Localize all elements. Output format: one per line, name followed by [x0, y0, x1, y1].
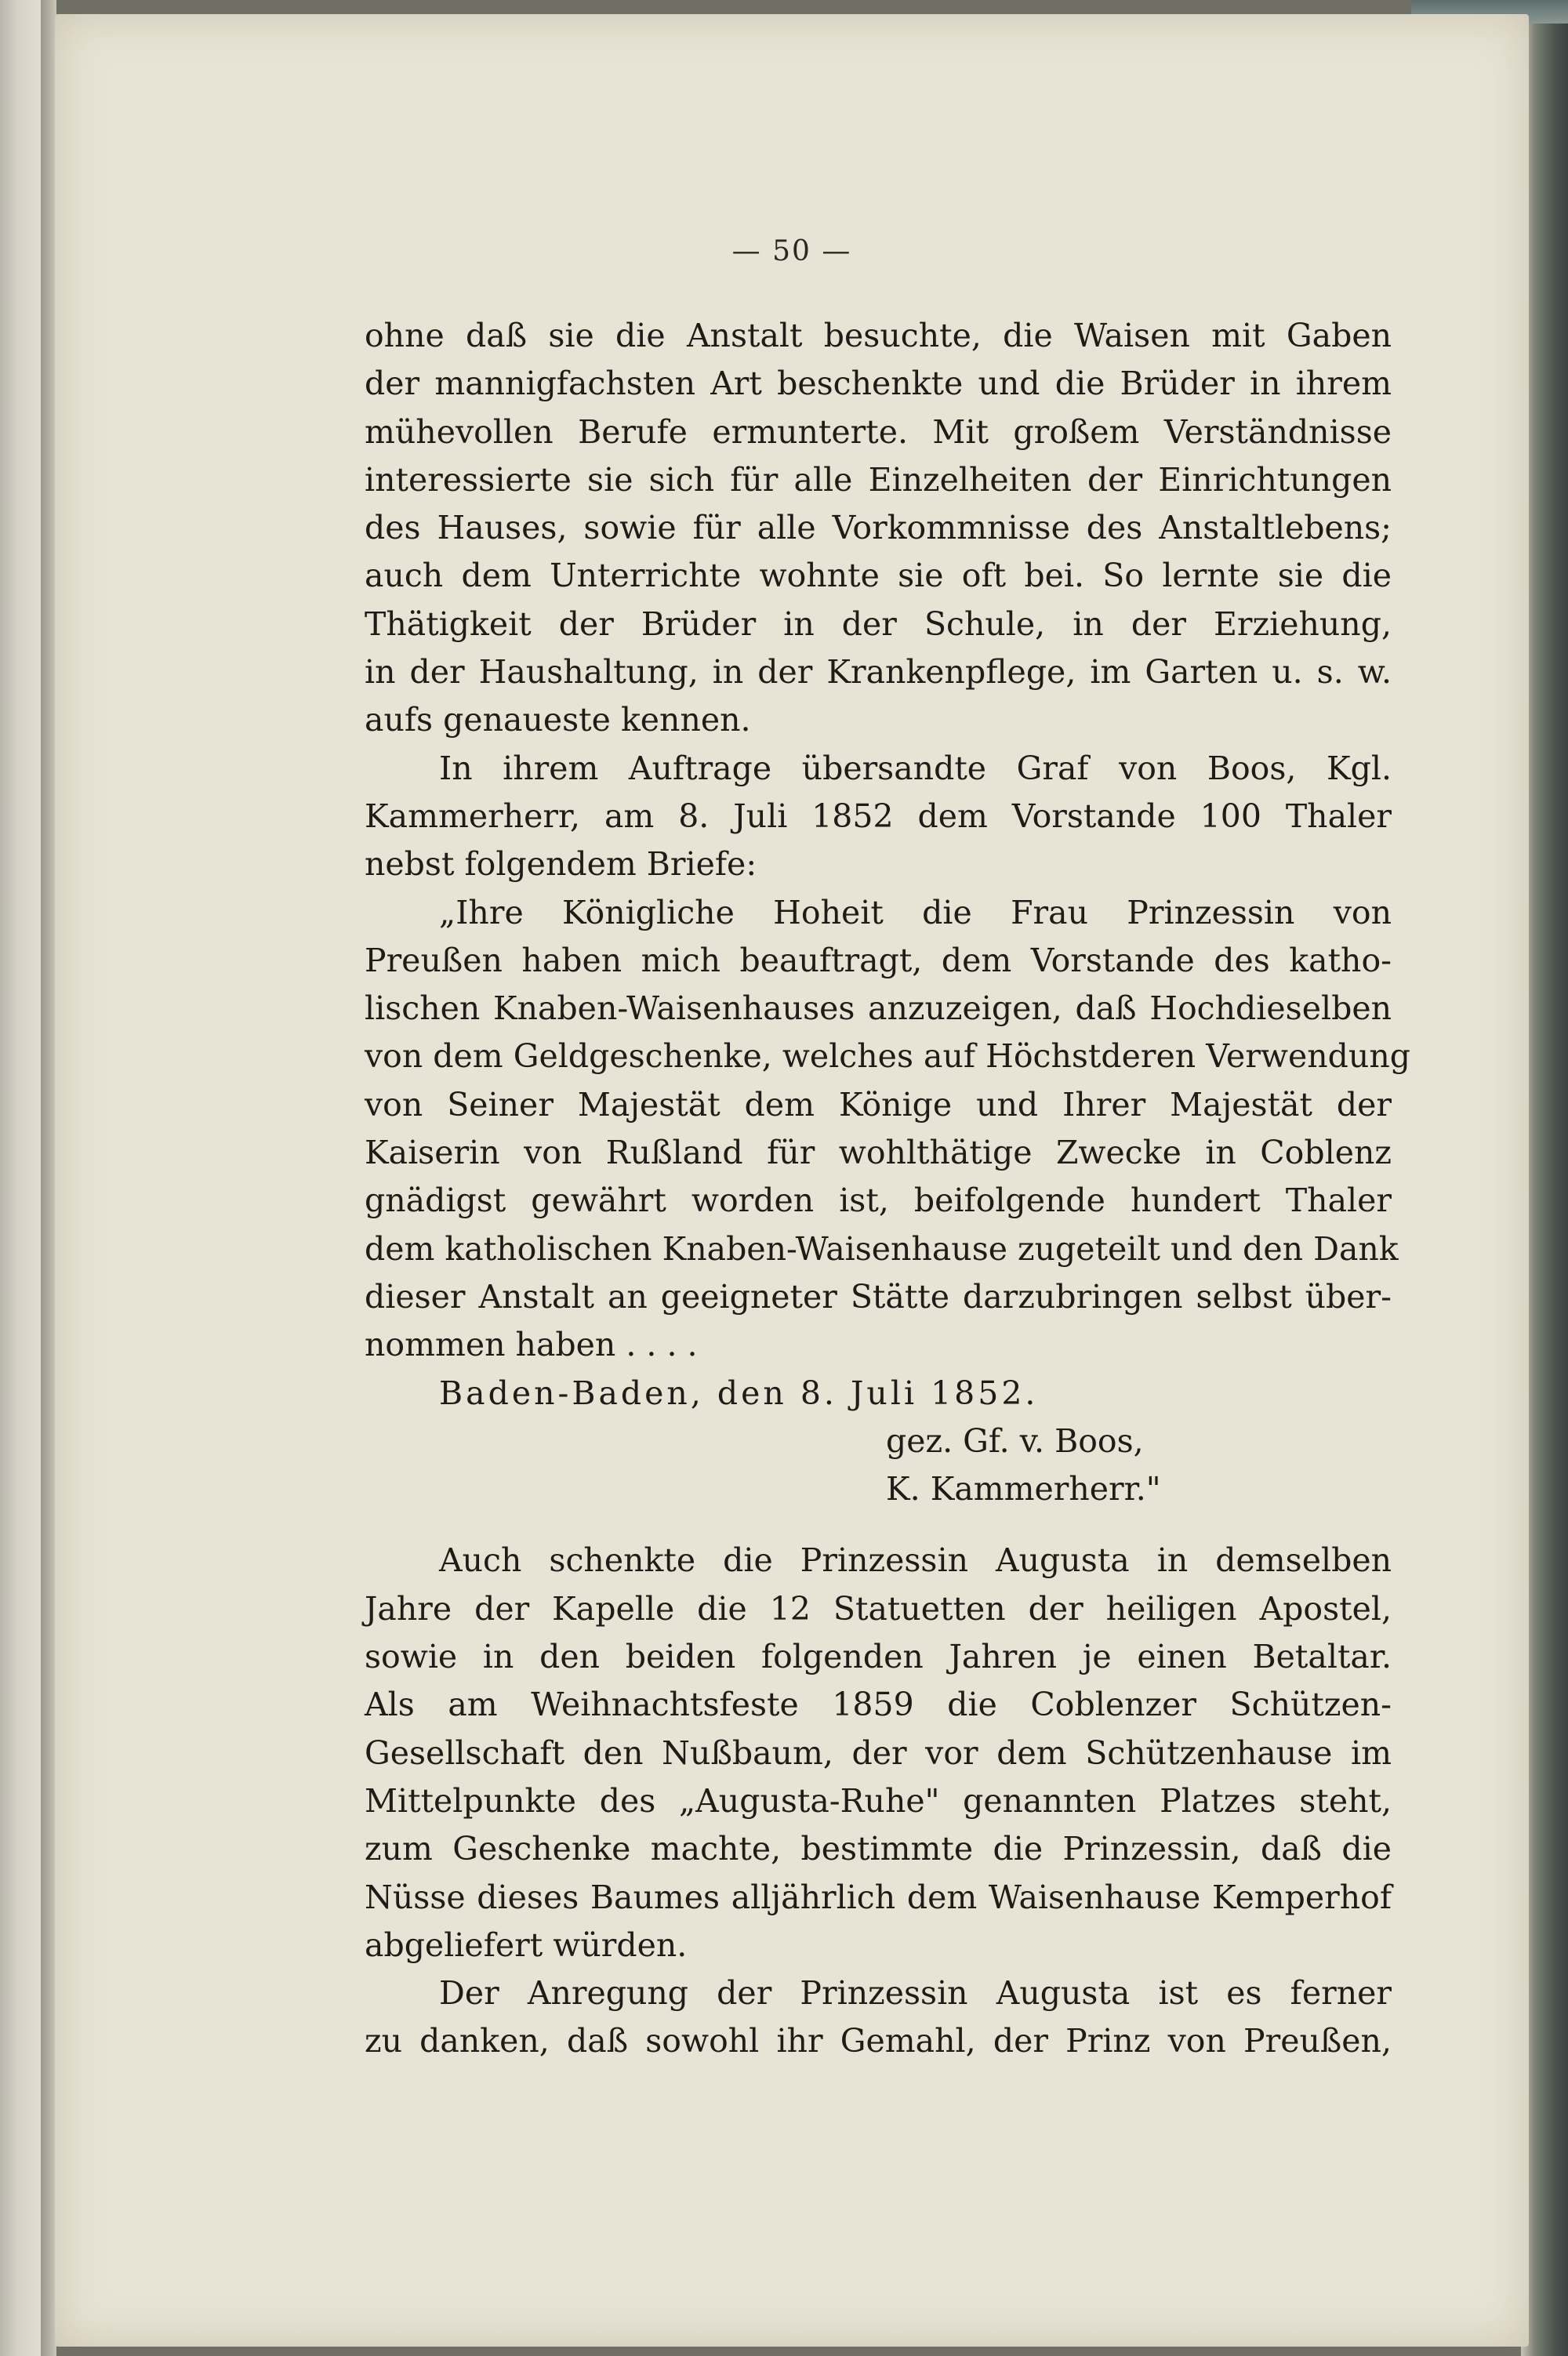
page-number: — 50 —	[731, 235, 852, 267]
text-line: Jahre der Kapelle die 12 Statuetten der heiligen Apostel,	[365, 1589, 1392, 1628]
book-page	[55, 14, 1529, 2347]
text-line: mühevollen Berufe ermunterte. Mit großem Verständnisse	[365, 412, 1392, 451]
text-line: aufs genaueste kennen.	[365, 701, 751, 739]
text-line: des Hauses, sowie für alle Vorkommnisse des Anstaltlebens;	[365, 509, 1392, 547]
text-line: Kammerherr, am 8. Juli 1852 dem Vorstande 100 Thaler	[365, 797, 1392, 835]
letter-place-date: Baden-Baden, den 8. Juli 1852.	[439, 1374, 1039, 1412]
letter-line: von Seiner Majestät dem Könige und Ihrer Majestät der	[365, 1085, 1392, 1124]
letter-line: von dem Geldgeschenke, welches auf Höchstderen Verwendung	[365, 1037, 1410, 1076]
letter-line: nommen haben . . . .	[365, 1326, 698, 1364]
letter-line: gnädigst gewährt worden ist, beifolgende hundert Thaler	[365, 1182, 1392, 1220]
text-line: auch dem Unterrichte wohnte sie oft bei. So lernte sie die	[365, 557, 1392, 595]
text-line: interessierte sie sich für alle Einzelheiten der Einrichtungen	[365, 460, 1392, 499]
text-line: Mittelpunkte des „Augusta-Ruhe" genannten Platzes steht,	[365, 1781, 1392, 1820]
left-page-edge	[0, 0, 41, 2356]
text-line: zu danken, daß sowohl ihr Gemahl, der Prinz von Preußen,	[365, 2022, 1392, 2060]
letter-line: dem katholischen Knaben-Waisenhause zugeteilt und den Dank	[365, 1229, 1399, 1268]
text-line: Nüsse dieses Baumes alljährlich dem Waisenhause Kemperhof	[365, 1878, 1392, 1916]
text-line: Gesellschaft den Nußbaum, der vor dem Schützenhause im	[365, 1733, 1392, 1772]
text-line: zum Geschenke machte, bestimmte die Prinzessin, daß die	[365, 1830, 1392, 1868]
paragraph-gap	[365, 1513, 1392, 1537]
text-line: nebst folgendem Briefe:	[365, 845, 757, 884]
letter-line: Kaiserin von Rußland für wohlthätige Zwecke in Coblenz	[365, 1134, 1392, 1172]
binding-shadow	[41, 0, 56, 2356]
text-line: in der Haushaltung, in der Krankenpflege, im Garten u. s. w.	[365, 653, 1392, 692]
page-body	[365, 312, 1410, 2066]
text-line: Auch schenkte die Prinzessin Augusta in demselben	[439, 1541, 1392, 1580]
text-line: ohne daß sie die Anstalt besuchte, die Waisen mit Gaben	[365, 317, 1392, 354]
letter-signature: gez. Gf. v. Boos,	[886, 1421, 1144, 1460]
letter-line: lischen Knaben-Waisenhauses anzuzeigen, daß Hochdieselben	[365, 989, 1392, 1028]
text-line: In ihrem Auftrage übersandte Graf von Boos, Kgl.	[439, 749, 1392, 787]
letter-signature-title: K. Kammerherr."	[886, 1470, 1161, 1508]
text-line: der mannigfachsten Art beschenkte und die Brüder in ihrem	[365, 365, 1392, 403]
text-line: Der Anregung der Prinzessin Augusta ist es ferner	[439, 1974, 1392, 2013]
letter-line: „Ihre Königliche Hoheit die Frau Prinzessin von	[439, 893, 1392, 931]
letter-line: Preußen haben mich beauftragt, dem Vorstande des katho-	[365, 941, 1392, 979]
letter-line: dieser Anstalt an geeigneter Stätte darzubringen selbst über-	[365, 1277, 1392, 1316]
text-line: sowie in den beiden folgenden Jahren je einen Betaltar.	[365, 1638, 1392, 1676]
text-line: abgeliefert würden.	[365, 1926, 688, 1964]
text-line: Thätigkeit der Brüder in der Schule, in der Erziehung,	[365, 604, 1392, 643]
text-line: Als am Weihnachtsfeste 1859 die Coblenzer Schützen-	[365, 1686, 1392, 1724]
